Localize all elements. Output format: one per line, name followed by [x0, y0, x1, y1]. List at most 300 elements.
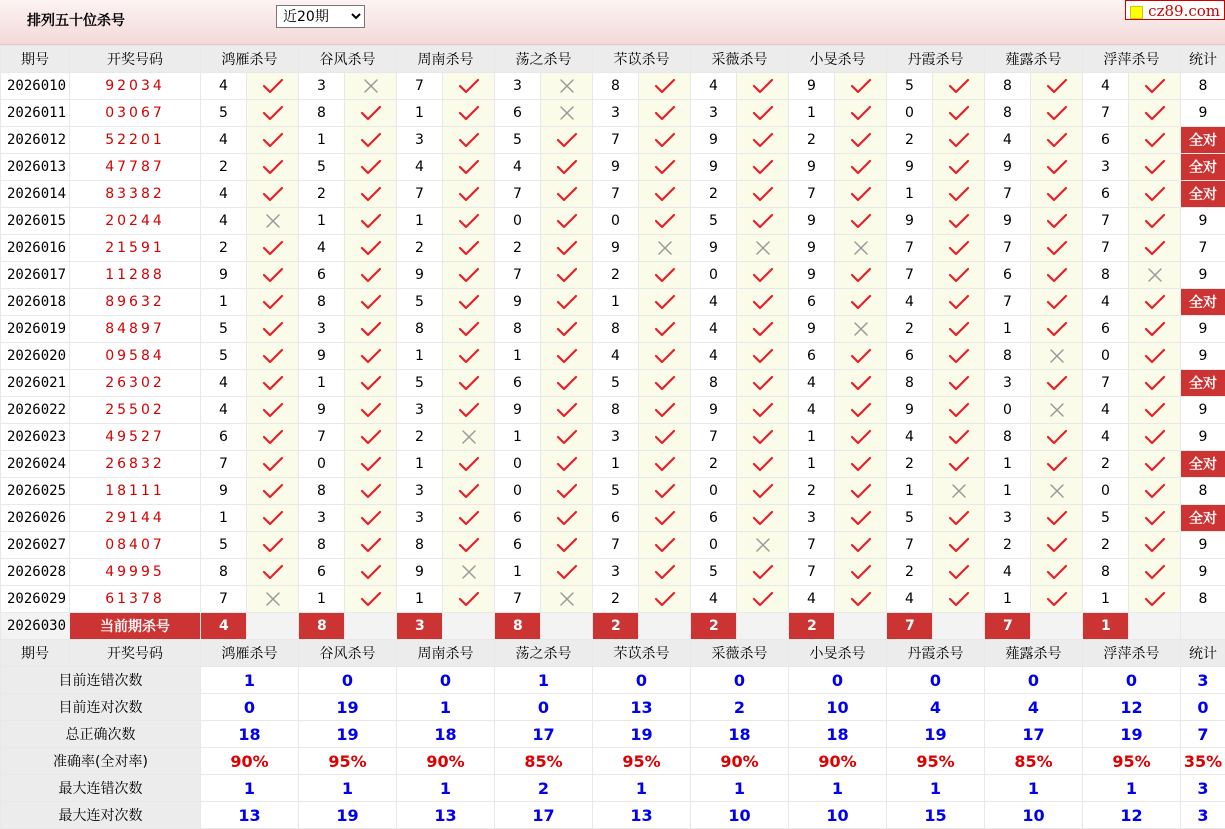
result-mark — [345, 262, 397, 289]
cross-icon — [541, 105, 592, 121]
kill-number: 9 — [985, 154, 1031, 181]
kill-number: 3 — [397, 505, 443, 532]
result-mark — [345, 316, 397, 343]
kill-number: 1 — [985, 451, 1031, 478]
check-icon — [247, 131, 298, 149]
result-mark — [247, 343, 299, 370]
result-mark — [1031, 289, 1083, 316]
kill-number: 7 — [201, 586, 247, 613]
issue-number: 2026023 — [1, 424, 70, 451]
check-icon — [1129, 131, 1180, 149]
stat-value: 4 — [985, 694, 1083, 721]
kill-number: 7 — [593, 127, 639, 154]
stat-label: 最大连对次数 — [1, 802, 201, 829]
check-icon — [541, 158, 592, 176]
stat-value: 90% — [397, 748, 495, 775]
col-header-zhounan: 周南杀号 — [397, 46, 495, 73]
result-mark — [345, 424, 397, 451]
cross-icon — [541, 78, 592, 94]
result-mark — [1129, 316, 1181, 343]
cross-icon — [247, 591, 298, 607]
check-icon — [835, 104, 886, 122]
issue-number: 2026019 — [1, 316, 70, 343]
check-icon — [835, 293, 886, 311]
stat-label: 准确率(全对率) — [1, 748, 201, 775]
kill-number: 8 — [985, 100, 1031, 127]
stat-value: 17 — [495, 721, 593, 748]
kill-number: 6 — [789, 343, 835, 370]
row-stat: 全对 — [1181, 127, 1225, 154]
kill-number: 4 — [1083, 424, 1129, 451]
result-mark — [345, 451, 397, 478]
cross-icon — [345, 78, 396, 94]
kill-number: 9 — [593, 235, 639, 262]
draw-numbers: 26302 — [70, 370, 201, 397]
result-mark — [443, 208, 495, 235]
check-icon — [345, 320, 396, 338]
kill-number: 9 — [691, 235, 737, 262]
check-icon — [1129, 212, 1180, 230]
result-mark — [737, 289, 789, 316]
result-mark — [541, 235, 593, 262]
kill-number: 1 — [985, 316, 1031, 343]
result-mark — [835, 532, 887, 559]
stat-value: 17 — [495, 802, 593, 829]
check-icon — [835, 347, 886, 365]
kill-number: 1 — [985, 586, 1031, 613]
stat-value: 1 — [887, 775, 985, 802]
result-mark — [247, 586, 299, 613]
check-icon — [933, 266, 984, 284]
kill-number: 9 — [789, 154, 835, 181]
result-mark — [247, 505, 299, 532]
check-icon — [737, 563, 788, 581]
result-mark — [541, 478, 593, 505]
result-mark — [247, 289, 299, 316]
stat-value: 2 — [495, 775, 593, 802]
result-mark — [1031, 208, 1083, 235]
check-icon — [1031, 131, 1082, 149]
stat-value: 18 — [789, 721, 887, 748]
period-select[interactable] — [276, 5, 365, 28]
check-icon — [933, 239, 984, 257]
kill-number: 3 — [397, 127, 443, 154]
stat-value: 1 — [397, 775, 495, 802]
check-icon — [1129, 77, 1180, 95]
check-icon — [1031, 293, 1082, 311]
result-mark — [1129, 289, 1181, 316]
check-icon — [639, 266, 690, 284]
result-mark — [737, 100, 789, 127]
result-mark — [639, 505, 691, 532]
stat-value: 0 — [1083, 667, 1181, 694]
kill-number: 1 — [985, 478, 1031, 505]
kill-number: 5 — [1083, 505, 1129, 532]
result-mark — [247, 154, 299, 181]
result-mark — [1031, 127, 1083, 154]
kill-number: 7 — [1083, 370, 1129, 397]
stat-value: 90% — [789, 748, 887, 775]
result-mark — [639, 424, 691, 451]
check-icon — [443, 77, 494, 95]
kill-number: 3 — [299, 316, 345, 343]
result-mark — [345, 505, 397, 532]
result-mark — [1129, 451, 1181, 478]
kill-number: 5 — [201, 316, 247, 343]
stat-value: 0 — [299, 667, 397, 694]
check-icon — [1031, 536, 1082, 554]
result-mark — [835, 478, 887, 505]
result-mark — [737, 505, 789, 532]
col-header-issue: 期号 — [1, 46, 70, 73]
check-icon — [933, 347, 984, 365]
kill-number: 4 — [201, 370, 247, 397]
stat-value: 1 — [593, 775, 691, 802]
row-stat: 9 — [1181, 208, 1225, 235]
result-mark — [737, 532, 789, 559]
result-mark — [345, 100, 397, 127]
kill-number: 7 — [789, 181, 835, 208]
stat-value: 10 — [985, 802, 1083, 829]
kill-number: 3 — [985, 370, 1031, 397]
kill-number: 7 — [1083, 100, 1129, 127]
stat-value: 18 — [691, 721, 789, 748]
check-icon — [443, 455, 494, 473]
result-mark — [541, 316, 593, 343]
kill-number: 5 — [691, 208, 737, 235]
kill-number: 2 — [789, 127, 835, 154]
kill-number: 2 — [887, 451, 933, 478]
result-mark — [933, 262, 985, 289]
result-mark — [1031, 451, 1083, 478]
kill-number: 1 — [789, 424, 835, 451]
check-icon — [541, 536, 592, 554]
kill-number: 1 — [593, 451, 639, 478]
stat-value: 1 — [691, 775, 789, 802]
kill-number: 1 — [299, 370, 345, 397]
col-header-caiwei: 采薇杀号 — [691, 46, 789, 73]
row-stat: 全对 — [1181, 451, 1225, 478]
kill-number: 5 — [397, 289, 443, 316]
check-icon — [1031, 185, 1082, 203]
result-mark — [1129, 532, 1181, 559]
stat-value: 19 — [887, 721, 985, 748]
kill-number: 9 — [887, 154, 933, 181]
kill-number: 9 — [397, 262, 443, 289]
result-mark — [1031, 424, 1083, 451]
check-icon — [1129, 536, 1180, 554]
footer-col-header: 小旻杀号 — [789, 640, 887, 667]
stat-value: 95% — [593, 748, 691, 775]
result-mark — [345, 181, 397, 208]
row-stat: 8 — [1181, 478, 1225, 505]
check-icon — [345, 590, 396, 608]
check-icon — [737, 482, 788, 500]
kill-number: 7 — [691, 424, 737, 451]
kill-number: 2 — [495, 235, 541, 262]
result-mark — [1129, 181, 1181, 208]
cross-icon — [443, 564, 494, 580]
stat-value: 13 — [593, 802, 691, 829]
result-mark — [443, 532, 495, 559]
check-icon — [345, 428, 396, 446]
check-icon — [443, 536, 494, 554]
stat-row — [1, 802, 1225, 829]
result-mark — [345, 208, 397, 235]
result-mark — [541, 559, 593, 586]
kill-number-table — [0, 45, 1225, 829]
result-mark — [1031, 262, 1083, 289]
result-mark — [737, 451, 789, 478]
kill-number: 3 — [593, 424, 639, 451]
stat-value: 95% — [299, 748, 397, 775]
check-icon — [835, 77, 886, 95]
check-icon — [541, 266, 592, 284]
row-stat: 全对 — [1181, 181, 1225, 208]
result-mark — [541, 100, 593, 127]
col-header-stat: 统计 — [1181, 46, 1225, 73]
kill-number: 1 — [593, 289, 639, 316]
stat-value: 85% — [495, 748, 593, 775]
stat-value: 19 — [299, 694, 397, 721]
result-mark — [1129, 208, 1181, 235]
stat-value: 19 — [299, 721, 397, 748]
table-row — [1, 289, 1225, 316]
table-row — [1, 370, 1225, 397]
kill-number: 4 — [691, 73, 737, 100]
result-mark — [835, 586, 887, 613]
result-mark — [247, 235, 299, 262]
check-icon — [835, 536, 886, 554]
check-icon — [1031, 455, 1082, 473]
check-icon — [247, 266, 298, 284]
check-icon — [541, 455, 592, 473]
check-icon — [345, 239, 396, 257]
kill-number: 6 — [1083, 181, 1129, 208]
kill-number: 1 — [201, 505, 247, 532]
check-icon — [1031, 266, 1082, 284]
draw-numbers: 18111 — [70, 478, 201, 505]
kill-number: 1 — [299, 586, 345, 613]
result-mark — [639, 100, 691, 127]
row-stat: 8 — [1181, 73, 1225, 100]
kill-number: 7 — [985, 181, 1031, 208]
table-row — [1, 73, 1225, 100]
issue-number: 2026015 — [1, 208, 70, 235]
result-mark — [639, 478, 691, 505]
kill-number: 3 — [593, 559, 639, 586]
result-mark — [345, 343, 397, 370]
issue-number: 2026027 — [1, 532, 70, 559]
kill-number: 2 — [201, 154, 247, 181]
result-mark — [247, 316, 299, 343]
result-mark — [541, 289, 593, 316]
table-body — [1, 73, 1225, 613]
check-icon — [1129, 374, 1180, 392]
result-mark — [345, 478, 397, 505]
kill-number: 8 — [495, 316, 541, 343]
footer-header-row — [1, 640, 1225, 667]
check-icon — [737, 455, 788, 473]
table-row — [1, 127, 1225, 154]
kill-number: 4 — [495, 154, 541, 181]
kill-number: 0 — [1083, 343, 1129, 370]
check-icon — [835, 563, 886, 581]
check-icon — [247, 239, 298, 257]
kill-number: 8 — [299, 100, 345, 127]
current-kill-value: 4 — [201, 613, 247, 640]
stat-label: 最大连错次数 — [1, 775, 201, 802]
result-mark — [541, 532, 593, 559]
row-stat: 全对 — [1181, 505, 1225, 532]
draw-numbers: 21591 — [70, 235, 201, 262]
footer-col-header: 鸿雁杀号 — [201, 640, 299, 667]
check-icon — [835, 509, 886, 527]
kill-number: 4 — [887, 289, 933, 316]
kill-number: 9 — [789, 316, 835, 343]
result-mark — [639, 316, 691, 343]
check-icon — [737, 185, 788, 203]
kill-number: 8 — [593, 316, 639, 343]
kill-number: 5 — [299, 154, 345, 181]
kill-number: 2 — [887, 127, 933, 154]
stat-value: 0 — [691, 667, 789, 694]
stat-value: 0 — [887, 667, 985, 694]
kill-number: 8 — [1083, 262, 1129, 289]
result-mark — [1129, 73, 1181, 100]
check-icon — [1031, 563, 1082, 581]
stat-total: 3 — [1181, 667, 1225, 694]
result-mark — [933, 127, 985, 154]
current-stat-empty — [1181, 613, 1225, 640]
check-icon — [933, 590, 984, 608]
result-mark — [835, 505, 887, 532]
kill-number: 1 — [1083, 586, 1129, 613]
check-icon — [639, 158, 690, 176]
result-mark — [443, 73, 495, 100]
logo-square-icon — [1130, 6, 1143, 19]
result-mark — [639, 289, 691, 316]
result-mark — [639, 586, 691, 613]
result-mark — [639, 127, 691, 154]
result-mark — [541, 127, 593, 154]
result-mark — [541, 424, 593, 451]
kill-number: 0 — [495, 478, 541, 505]
kill-number: 6 — [495, 505, 541, 532]
draw-numbers: 29144 — [70, 505, 201, 532]
result-mark — [639, 208, 691, 235]
kill-number: 8 — [691, 370, 737, 397]
check-icon — [247, 104, 298, 122]
check-icon — [1129, 509, 1180, 527]
kill-number: 9 — [887, 208, 933, 235]
kill-number: 0 — [299, 451, 345, 478]
kill-number: 8 — [593, 73, 639, 100]
check-icon — [541, 239, 592, 257]
result-mark — [1031, 586, 1083, 613]
check-icon — [1031, 320, 1082, 338]
result-mark — [1129, 505, 1181, 532]
result-mark — [541, 262, 593, 289]
check-icon — [933, 158, 984, 176]
result-mark — [737, 73, 789, 100]
kill-number: 0 — [691, 478, 737, 505]
kill-number: 1 — [201, 289, 247, 316]
kill-number: 8 — [985, 343, 1031, 370]
result-mark — [639, 262, 691, 289]
table-row — [1, 451, 1225, 478]
stat-value: 1 — [397, 694, 495, 721]
stat-value: 1 — [1083, 775, 1181, 802]
result-mark — [443, 154, 495, 181]
result-mark — [345, 397, 397, 424]
result-mark — [345, 127, 397, 154]
check-icon — [933, 293, 984, 311]
check-icon — [737, 266, 788, 284]
stat-value: 13 — [593, 694, 691, 721]
result-mark — [1031, 154, 1083, 181]
kill-number: 9 — [495, 289, 541, 316]
result-mark — [639, 181, 691, 208]
current-kill-spacer — [933, 613, 985, 640]
issue-number: 2026028 — [1, 559, 70, 586]
result-mark — [247, 208, 299, 235]
check-icon — [835, 212, 886, 230]
result-mark — [1031, 100, 1083, 127]
check-icon — [1031, 374, 1082, 392]
check-icon — [737, 590, 788, 608]
site-logo[interactable] — [1125, 0, 1225, 20]
col-header-numbers: 开奖号码 — [70, 46, 201, 73]
result-mark — [443, 424, 495, 451]
check-icon — [345, 104, 396, 122]
kill-number: 6 — [887, 343, 933, 370]
kill-number: 6 — [985, 262, 1031, 289]
check-icon — [541, 131, 592, 149]
check-icon — [345, 347, 396, 365]
result-mark — [737, 316, 789, 343]
check-icon — [639, 401, 690, 419]
result-mark — [443, 370, 495, 397]
check-icon — [737, 293, 788, 311]
result-mark — [443, 397, 495, 424]
result-mark — [247, 478, 299, 505]
kill-number: 1 — [887, 181, 933, 208]
check-icon — [933, 509, 984, 527]
check-icon — [247, 185, 298, 203]
current-label: 当前期杀号 — [70, 613, 201, 640]
check-icon — [345, 563, 396, 581]
kill-number: 2 — [1083, 532, 1129, 559]
result-mark — [737, 154, 789, 181]
check-icon — [345, 536, 396, 554]
current-issue-row — [1, 613, 1225, 640]
check-icon — [835, 428, 886, 446]
result-mark — [443, 478, 495, 505]
row-stat: 9 — [1181, 343, 1225, 370]
check-icon — [835, 131, 886, 149]
stat-value: 17 — [985, 721, 1083, 748]
result-mark — [933, 397, 985, 424]
result-mark — [247, 127, 299, 154]
issue-number: 2026012 — [1, 127, 70, 154]
result-mark — [1129, 424, 1181, 451]
col-header-dangzhi: 荡之杀号 — [495, 46, 593, 73]
stat-row — [1, 694, 1225, 721]
kill-number: 7 — [495, 586, 541, 613]
col-header-xiaomin: 小旻杀号 — [789, 46, 887, 73]
check-icon — [541, 482, 592, 500]
